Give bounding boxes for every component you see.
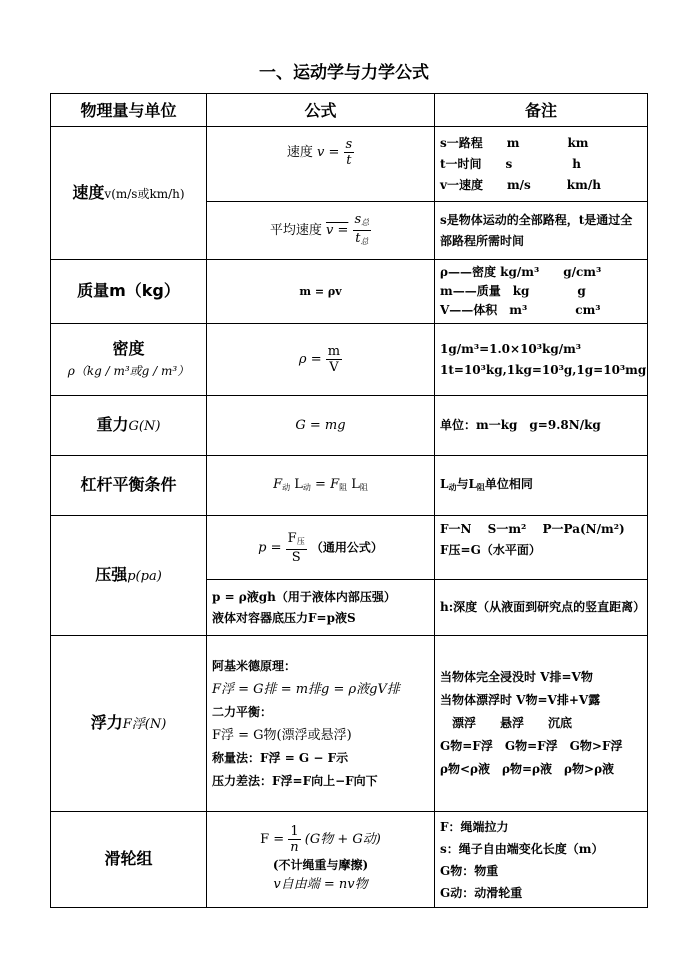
speed-num: s <box>345 137 353 152</box>
lever-label: 杠杆平衡条件 <box>80 475 177 494</box>
row-pressure-1 <box>51 516 648 580</box>
buoyancy-formula-line: F浮 = G排 = m排g = ρ液gV排 <box>212 681 400 697</box>
pulley-note-line: G物：物重 <box>440 863 499 878</box>
avg-speed-fraction <box>353 212 372 249</box>
cell-mass-label <box>51 260 207 324</box>
density-num: m <box>327 344 341 359</box>
cell-pulley-notes <box>435 812 648 908</box>
density-formula-lhs: ρ = <box>298 352 322 367</box>
cell-lever-formula <box>207 456 435 516</box>
pressure-formula-suffix: （通用公式） <box>310 540 383 554</box>
header-quantity: 物理量与单位 <box>51 94 207 127</box>
density-label: 密度 <box>112 338 145 358</box>
row-density <box>51 324 648 396</box>
cell-density-formula <box>207 324 435 396</box>
buoyancy-note-line: G物=F浮 G物=F浮 G物>F浮 <box>440 739 623 753</box>
cell-avg-speed-notes: s是物体运动的全部路程，t是通过全部路程所需时间 <box>435 202 648 260</box>
speed-note-line: s一路程 m km <box>440 135 589 150</box>
lever-l1-sub: 动 <box>302 482 311 492</box>
row-lever <box>51 456 648 516</box>
cell-avg-speed-formula <box>207 202 435 260</box>
lever-f1-sub: 动 <box>282 482 291 492</box>
mass-note-line: ρ——密度 kg/m³ g/cm³ <box>440 265 602 279</box>
header-row <box>51 94 648 127</box>
speed-note-line: t一时间 s h <box>440 156 582 171</box>
avg-speed-den <box>353 231 372 249</box>
lever-note-a: L <box>440 476 449 491</box>
buoyancy-formula-line: 阿基米德原理： <box>212 658 297 673</box>
cell-pressure-notes <box>435 516 648 580</box>
cell-liquid-pressure-notes: h:深度（从液面到研究点的竖直距离） <box>435 580 648 636</box>
lever-f2: F <box>330 476 340 492</box>
buoyancy-formula-line: F浮 = G物(漂浮或悬浮) <box>212 727 352 743</box>
cell-mass-notes <box>435 260 648 324</box>
cell-liquid-pressure-formula <box>207 580 435 636</box>
cell-pressure-formula <box>207 516 435 580</box>
cell-speed-formula <box>207 127 435 202</box>
pressure-note-line: F一N S一m² P一Pa(N/m²) <box>440 522 625 536</box>
cell-mass-formula <box>207 260 435 324</box>
avg-speed-den-sub: 总 <box>360 237 369 246</box>
cell-lever-label <box>51 456 207 516</box>
cell-buoyancy-formula <box>207 636 435 812</box>
buoyancy-formula-line: 二力平衡： <box>212 704 273 719</box>
pulley-den: n <box>290 840 299 855</box>
lever-l1: L <box>294 476 303 492</box>
row-mass <box>51 260 648 324</box>
mass-note-line: m——质量 kg g <box>440 284 586 298</box>
liquid-pressure-line: 液体对容器底压力F=p液S <box>212 610 356 625</box>
buoyancy-label: 浮力 <box>90 713 123 732</box>
lever-l2-sub: 阻 <box>359 482 368 492</box>
formula-table <box>50 93 648 908</box>
speed-formula-prefix: 速度 <box>286 145 313 160</box>
mass-note-line: V——体积 m³ cm³ <box>440 303 601 317</box>
buoyancy-note-line: 当物体漂浮时 V物=V排+V露 <box>440 693 601 707</box>
speed-formula-lhs: v = <box>316 145 340 160</box>
pulley-note-line: s：绳子自由端变化长度（m） <box>440 841 604 856</box>
cell-speed-label <box>51 127 207 260</box>
pressure-num-sub: 压 <box>296 536 305 546</box>
lever-note-b-sub: 阻 <box>476 481 485 492</box>
density-fraction <box>326 344 342 375</box>
buoyancy-formula-line: 称量法：F浮 = G − F示 <box>212 750 349 765</box>
cell-density-notes <box>435 324 648 396</box>
cell-buoyancy-label <box>51 636 207 812</box>
lever-f1: F <box>273 476 283 492</box>
pulley-num: 1 <box>290 824 299 839</box>
cell-pulley-formula <box>207 812 435 908</box>
avg-speed-num <box>353 212 372 231</box>
buoyancy-note-line: 漂浮 悬浮 沉底 <box>440 716 573 730</box>
pressure-den: S <box>291 549 301 565</box>
pressure-note-line: F压=G（水平面） <box>440 543 541 557</box>
pulley-fraction <box>288 824 300 855</box>
pressure-label: 压强 <box>95 565 128 584</box>
pressure-num <box>286 531 307 550</box>
cell-gravity-formula <box>207 396 435 456</box>
speed-label: 速度 <box>72 182 105 202</box>
pulley-note-line: F：绳端拉力 <box>440 819 509 834</box>
mass-formula: m = ρv <box>299 285 342 298</box>
buoyancy-note-line: ρ物<ρ液 ρ物=ρ液 ρ物>ρ液 <box>440 762 615 776</box>
density-note-line: 1t=10³kg,1kg=10³g,1g=10³mg <box>440 362 647 377</box>
buoyancy-unit: F浮(N) <box>122 717 167 732</box>
row-buoyancy <box>51 636 648 812</box>
lever-note-end: 单位相同 <box>484 476 533 491</box>
speed-fraction <box>344 137 355 168</box>
density-unit: ρ（kg / m³或g / m³） <box>67 363 190 378</box>
avg-speed-lhs: v = <box>325 223 349 238</box>
lever-note-a-sub: 动 <box>448 481 457 492</box>
avg-speed-num-sub: 总 <box>361 218 370 227</box>
avg-speed-num-s: s <box>354 212 362 227</box>
speed-note-line: v一速度 m/s km/h <box>440 177 601 192</box>
cell-gravity-label <box>51 396 207 456</box>
speed-den: t <box>346 153 352 168</box>
gravity-unit: G(N) <box>128 419 161 434</box>
cell-pulley-label <box>51 812 207 908</box>
mass-label: 质量m（kg） <box>77 281 180 300</box>
pressure-formula-lhs: p = <box>258 540 282 555</box>
header-formula: 公式 <box>207 94 435 127</box>
row-gravity <box>51 396 648 456</box>
pulley-formula-lhs: F = <box>260 832 285 847</box>
liquid-pressure-line: p = ρ液gh（用于液体内部压强） <box>212 589 396 604</box>
pulley-formula-v: v自由端 = nv物 <box>273 877 368 892</box>
lever-eq: = <box>315 476 326 492</box>
pulley-formula-line <box>212 824 429 855</box>
cell-lever-notes <box>435 456 648 516</box>
cell-pressure-label <box>51 516 207 636</box>
cell-speed-notes <box>435 127 648 202</box>
pressure-num-f: F <box>287 530 297 546</box>
gravity-label: 重力 <box>96 415 129 434</box>
density-note-line: 1g/m³=1.0×10³kg/m³ <box>440 341 582 356</box>
pressure-fraction <box>286 531 307 565</box>
lever-note-mid: 与L <box>456 476 477 491</box>
pressure-unit: p(pa) <box>127 569 162 584</box>
cell-gravity-notes: 单位：m一kg g=9.8N/kg <box>435 396 648 456</box>
density-den: V <box>329 360 339 375</box>
pulley-formula-rhs: (G物 + G动) <box>304 832 381 847</box>
pulley-label: 滑轮组 <box>104 849 153 868</box>
page-title: 一、运动学与力学公式 <box>259 63 429 83</box>
header-notes: 备注 <box>435 94 648 127</box>
speed-unit: v(m/s或km/h) <box>104 186 185 201</box>
gravity-formula: G = mg <box>295 418 346 433</box>
row-speed-1 <box>51 127 648 202</box>
pulley-note-line: G动：动滑轮重 <box>440 885 523 900</box>
avg-speed-den-t: t <box>355 231 361 246</box>
row-pulley <box>51 812 648 908</box>
buoyancy-formula-line: 压力差法：F浮=F向上−F向下 <box>212 773 378 788</box>
pulley-formula-note: (不计绳重与摩擦) <box>272 858 369 872</box>
cell-buoyancy-notes <box>435 636 648 812</box>
lever-f2-sub: 阻 <box>339 482 348 492</box>
avg-speed-prefix: 平均速度 <box>269 223 322 238</box>
buoyancy-note-line: 当物体完全浸没时 V排=V物 <box>440 670 593 684</box>
cell-density-label <box>51 324 207 396</box>
lever-l2: L <box>351 476 360 492</box>
